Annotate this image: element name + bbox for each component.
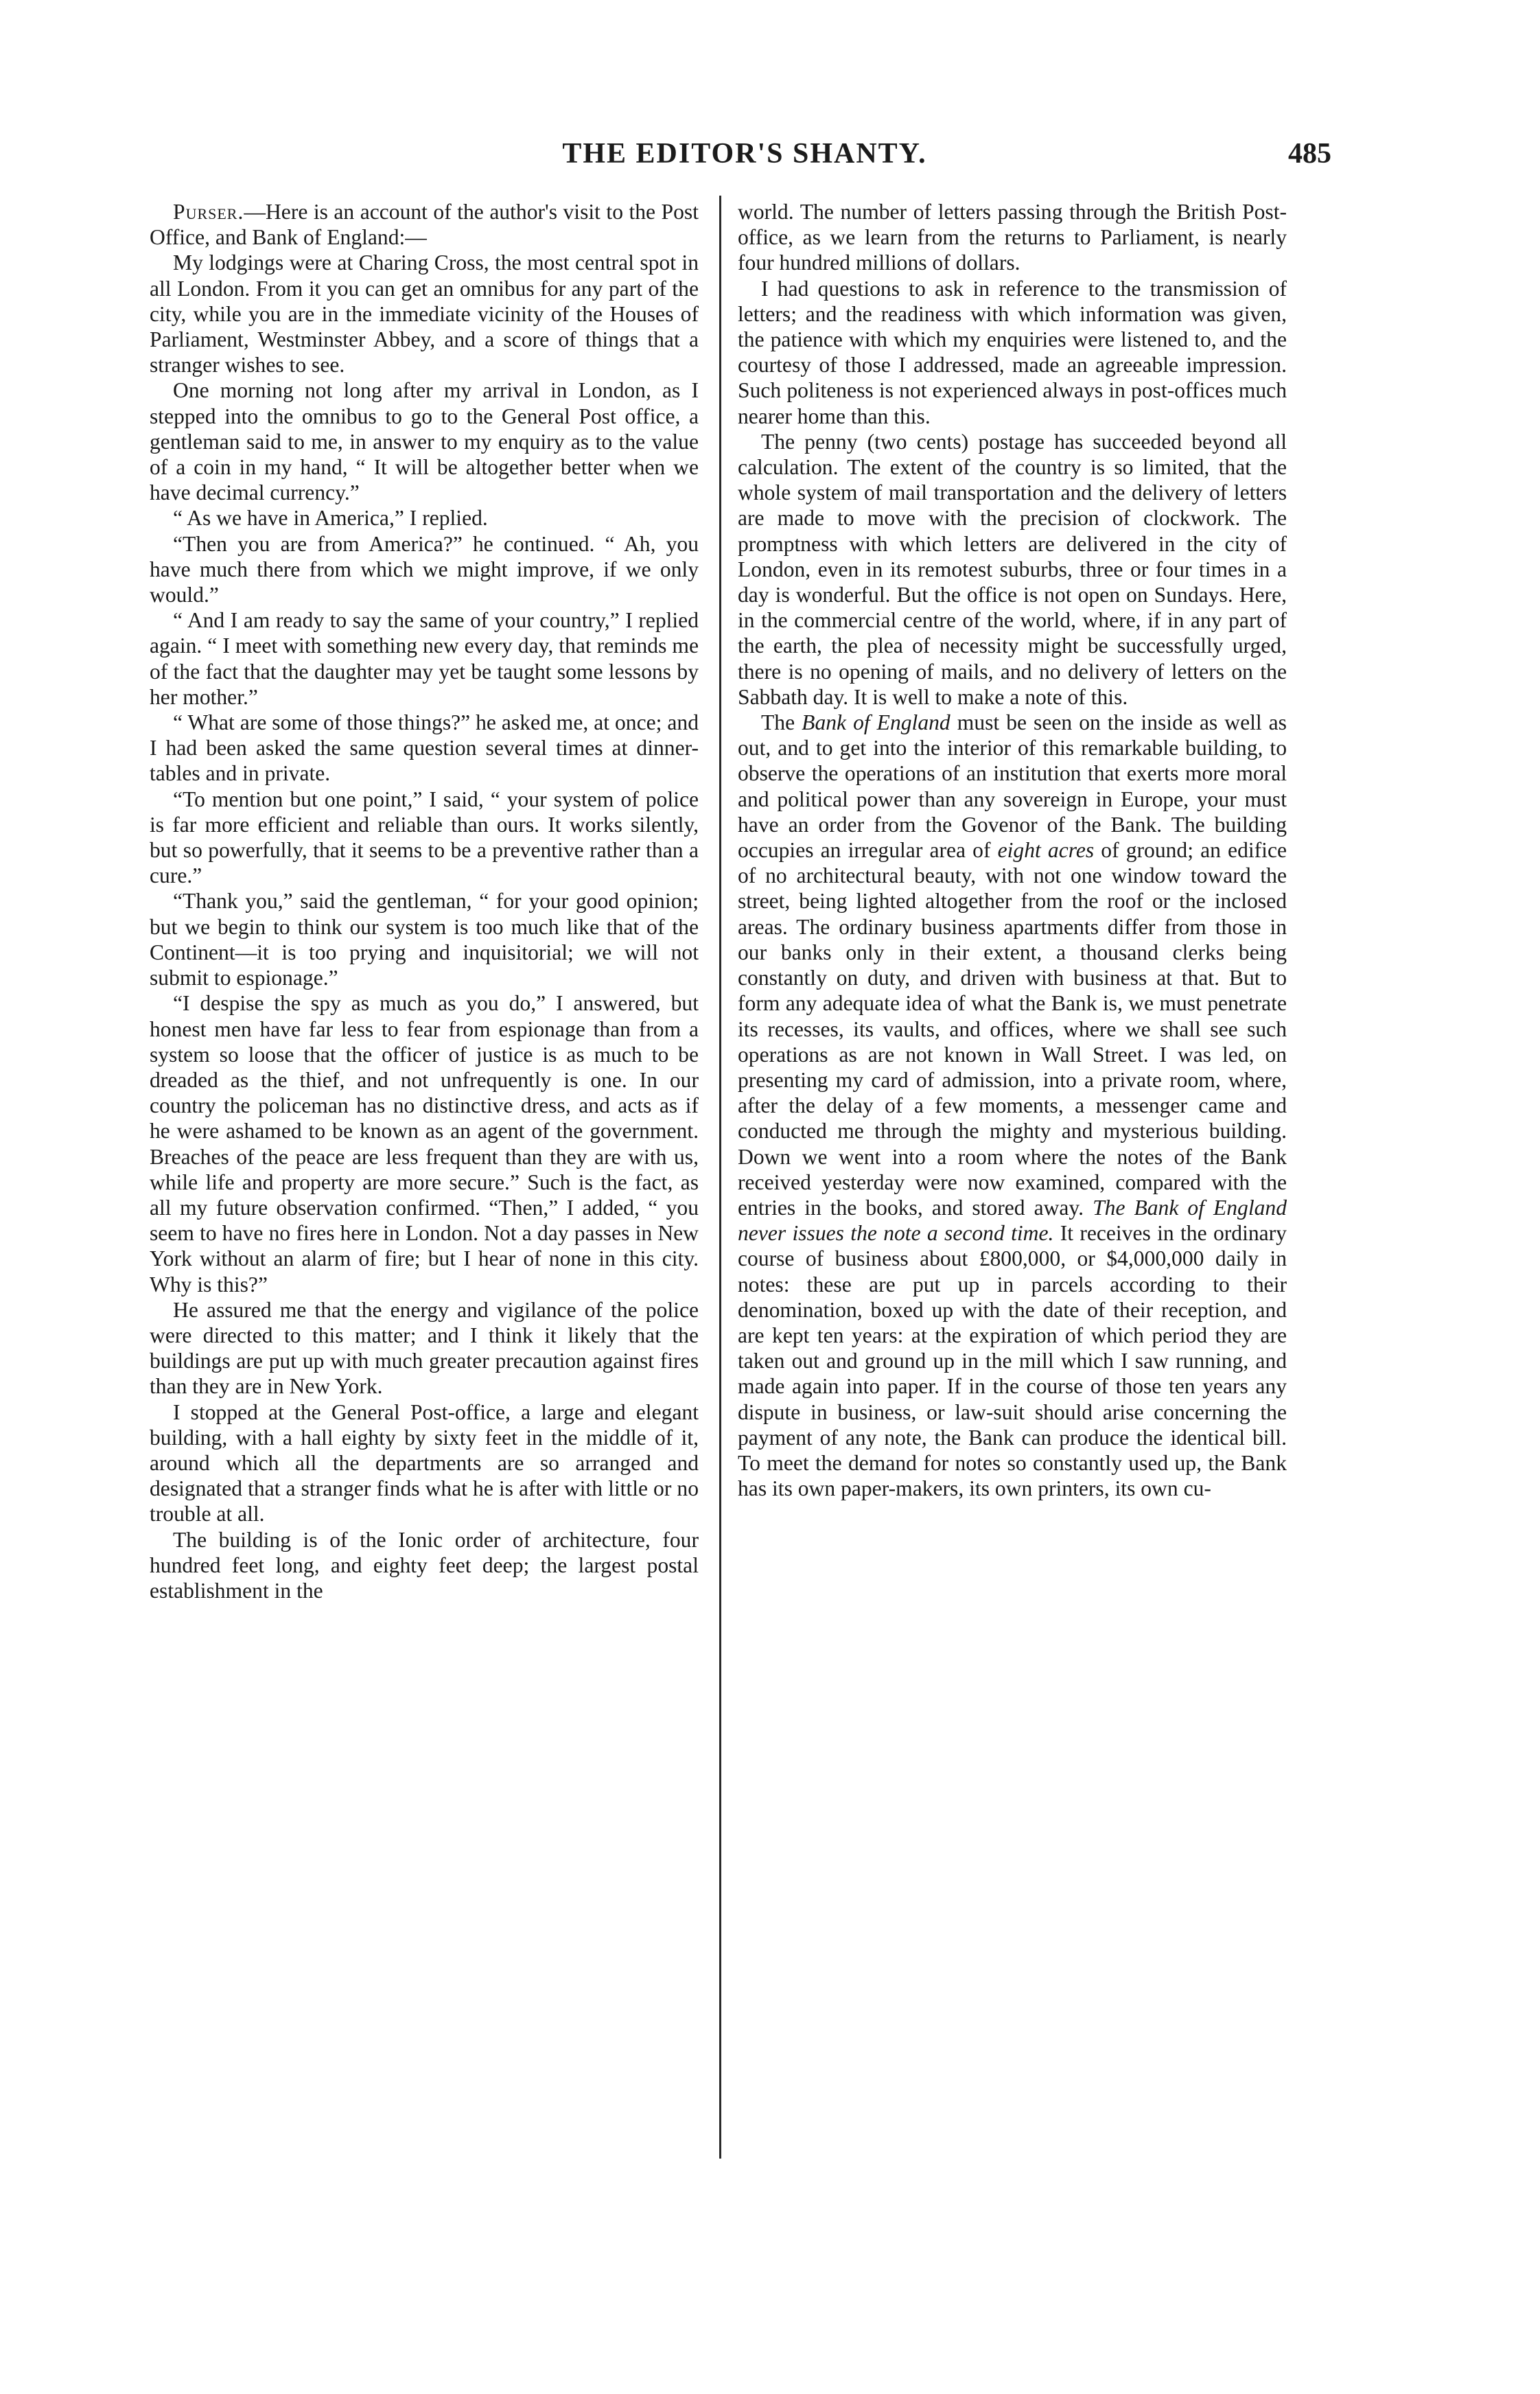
speaker-name: Purser. [173,200,244,224]
text-run: It receives in the ordinary course of business about £800,000, or $4,000,000 daily in notes: these are put up in parcels according to their denomination, boxed up with the date of their reception, and are kept ten years: at the expiration of which period they are taken out and ground up in the mill which I saw running, and made again into paper. If in the course of those ten years any dispute in business, or law-suit should arise concerning the payment of any note, the Bank can produce the identical bill. To meet the demand for notes so constantly used up, the Bank has its own paper-makers, its own printers, its own cu- [738,1221,1287,1501]
paragraph: I stopped at the General Post-office, a large and elegant building, with a hall eighty by sixty feet in the middle of it, around which all the departments are so arranged and designated that a stranger finds what he is after with little or no trouble at all. [150,1399,699,1526]
paragraph: “Thank you,” said the gentleman, “ for your good opinion; but we begin to think our system is too much like that of the Continent—it is too prying and inquisitorial; we will not submit to espionage.” [150,889,699,990]
paragraph: The penny (two cents) postage has succeeded beyond all calculation. The extent of the country is so limited, that the whole system of mail transportation and the delivery of letters are made to move with the precision of clockwork. The promptness with which letters are delivered in the city of London, even in its remotest suburbs, three or four times in a day is wonderful. But the office is not open on Sundays. Here, in the commercial centre of the world, where, if in any part of the earth, the plea of necessity might be successfully urged, there is no opening of mails, and no delivery of letters on the Sabbath day. It is well to make a note of this. [738,429,1287,709]
running-head: THE EDITOR'S SHANTY. [562,138,927,170]
italic-text: eight acres [997,838,1095,863]
paragraph-text: —Here is an account of the author's visit to the Post Office, and Bank of England:— [150,200,699,250]
paragraph: He assured me that the energy and vigilance of the police were directed to this matter; and I think it likely that the buildings are put up with much greater precaution against fires than they are in New York. [150,1297,699,1399]
italic-text: Bank of England [802,710,950,735]
paragraph: “I despise the spy as much as you do,” I answered, but honest men have far less to fear from espionage than from a system so loose that the officer of justice is as much to be dreaded as the thief, and not unfrequently is one. In our country the policeman has no distinctive dress, and acts as if he were ashamed to be known as an agent of the government. Breaches of the peace are less frequent than they are with us, while life and property are more secure.” Such is the fact, as all my future observation confirmed. “Then,” I added, “ you seem to have no fires here in London. Not a day passes in New York without an alarm of fire; but I hear of none in this city. Why is this?” [150,991,699,1297]
paragraph: One morning not long after my arrival in London, as I stepped into the omnibus to go to the General Post office, a gentleman said to me, in answer to my enquiry as to the value of a coin in my hand, “ It will be altogether better when we have decimal currency.” [150,378,699,505]
paragraph: world. The number of letters passing through the British Post-office, as we learn from the returns to Parliament, is nearly four hundred millions of dollars. [738,200,1287,275]
right-column [738,199,1287,1501]
column-divider [719,196,721,2159]
text-run: must be seen on the inside as well as out, and to get into the interior of this remarkable building, to observe the operations of an institution that exerts more moral and political power than any sovereign in Europe, your must have an order from the Govenor of the Bank. The building occupies an irregular area of [738,710,1287,863]
text-run: of ground; an edifice of no architectural beauty, with not one window toward the street, being lighted altogether from the roof or the inclosed areas. The ordinary business apartments differ from those in our banks only in their extent, a thousand clerks being constantly on duty, and driven with business at that. But to form any adequate idea of what the Bank is, we must penetrate its recesses, its vaults, and offices, where we shall see such operations as are not known in Wall Street. I was led, on presenting my card of admission, into a private room, where, after the delay of a few moments, a messenger came and conducted me through the mighty and mysterious building. Down we went into a room where the notes of the Bank received yesterday were now examined, compared with the entries in the books, and stored away. [738,838,1287,1220]
left-column [150,199,699,1603]
italic-text: The Bank of England never issues the note a second time. [738,1195,1287,1246]
paragraph: “ As we have in America,” I replied. [173,506,488,531]
paragraph: “ What are some of those things?” he asked me, at once; and I had been asked the same question several times at dinner-tables and in private. [150,710,699,786]
paragraph: My lodgings were at Charing Cross, the most central spot in all London. From it you can get an omnibus for any part of the city, while you are in the immediate vicinity of the Houses of Parliament, Westminster Abbey, and a score of things that a stranger wishes to see. [150,251,699,377]
text-run: The [761,710,802,735]
paragraph: I had questions to ask in reference to the transmission of letters; and the readiness with which information was given, the patience with which my enquiries were listened to, and the courtesy of those I addressed, made an agreeable impression. Such politeness is not experienced always in post-offices much nearer home than this. [738,276,1287,428]
paragraph: The building is of the Ionic order of architecture, four hundred feet long, and eighty feet deep; the largest postal establishment in the [150,1527,699,1603]
page-header [158,137,1331,185]
paragraph: “ And I am ready to say the same of your country,” I replied again. “ I meet with something new every day, that reminds me of the fact that the daughter may yet be taught some lessons by her mother.” [150,608,699,709]
paragraph [738,710,1287,1501]
paragraph: “Then you are from America?” he continued. “ Ah, you have much there from which we might improve, if we only would.” [150,531,699,607]
paragraph [150,199,699,250]
paragraph: “To mention but one point,” I said, “ your system of police is far more efficient and reliable than ours. It works silently, but so powerfully, that it seems to be a preventive rather than a cure.” [150,787,699,888]
page-number: 485 [1288,138,1331,170]
